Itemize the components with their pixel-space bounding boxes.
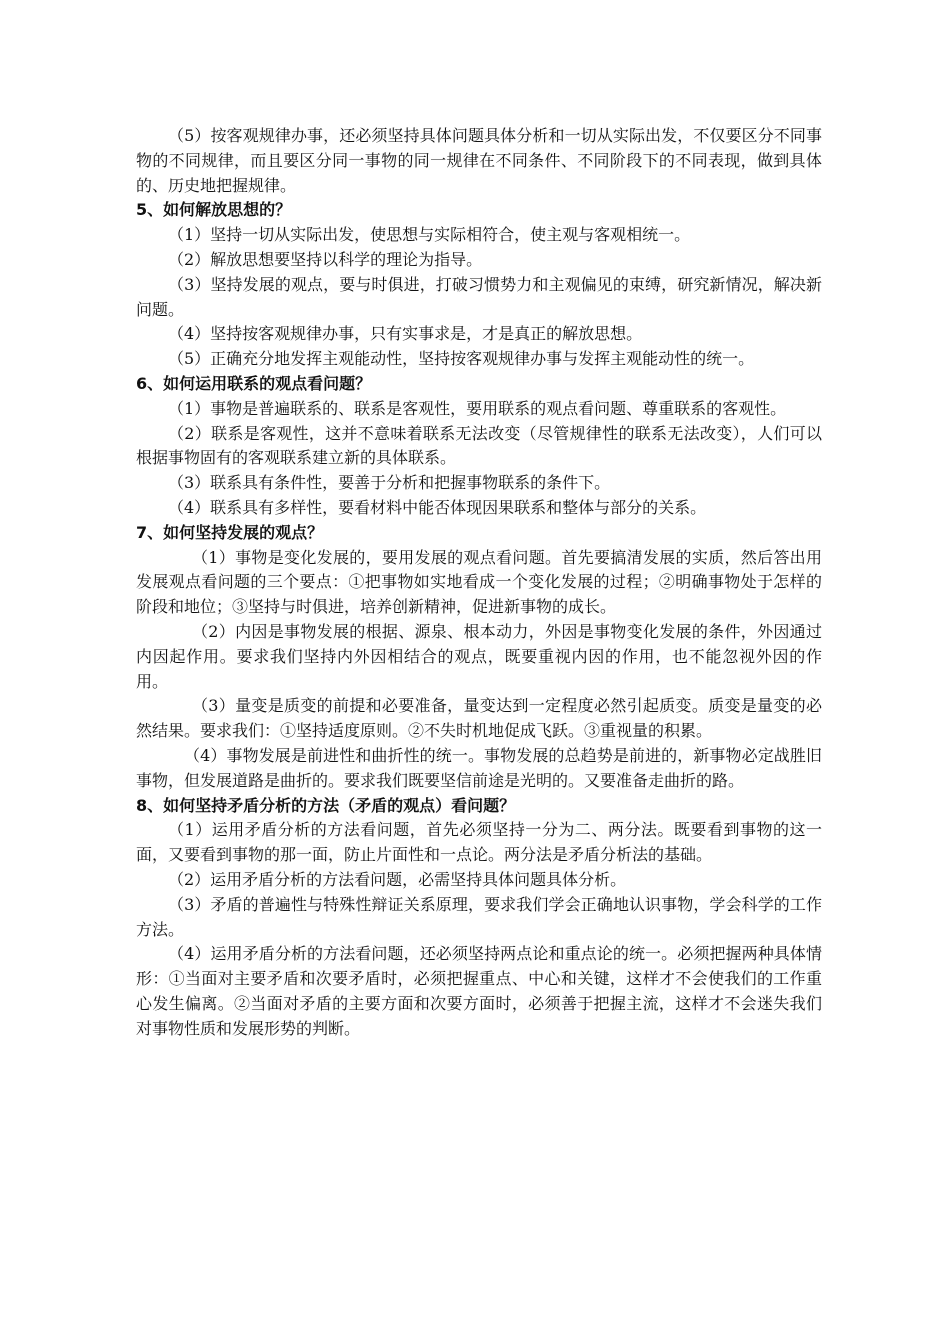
section-7-item-1: （1）事物是变化发展的，要用发展的观点看问题。首先要搞清发展的实质，然后答出用发展观点看问题的三个要点：①把事物如实地看成一个变化发展的过程；②明确事物处于怎样的阶段和地位；③坚持与时俱进，培养创新精神，促进新事物的成长。 bbox=[136, 547, 822, 617]
section-6-item-3: （3）联系具有条件性，要善于分析和把握事物联系的条件下。 bbox=[168, 473, 611, 493]
section-heading-5: 5、如何解放思想的？ bbox=[136, 200, 292, 220]
section-7-item-2: （2）内因是事物发展的根据、源泉、根本动力，外因是事物变化发展的条件，外因通过内因起作用。要求我们坚持内外因相结合的观点，既要重视内因的作用，也不能忽视外因的作用。 bbox=[136, 621, 822, 691]
section-5-item-5: （5）正确充分地发挥主观能动性，坚持按客观规律办事与发挥主观能动性的统一。 bbox=[168, 349, 755, 369]
section-6-item-4: （4）联系具有多样性，要看材料中能否体现因果联系和整体与部分的关系。 bbox=[168, 497, 707, 517]
section-8-item-1: （1）运用矛盾分析的方法看问题，首先必须坚持一分为二、两分法。既要看到事物的这一面，又要看到事物的那一面，防止片面性和一点论。两分法是矛盾分析法的基础。 bbox=[136, 820, 822, 865]
section-6-item-1: （1）事物是普遍联系的、联系是客观性，要用联系的观点看问题、尊重联系的客观性。 bbox=[168, 398, 787, 418]
section-5-item-4: （4）坚持按客观规律办事，只有实事求是，才是真正的解放思想。 bbox=[168, 324, 643, 344]
section-heading-6: 6、如何运用联系的观点看问题？ bbox=[136, 373, 372, 393]
section-6-item-2: （2）联系是客观性，这并不意味着联系无法改变（尽管规律性的联系无法改变），人们可以根据事物固有的客观联系建立新的具体联系。 bbox=[136, 423, 822, 468]
document-page bbox=[136, 124, 822, 1041]
paragraph-law-5: （5）按客观规律办事，还必须坚持具体问题具体分析和一切从实际出发，不仅要区分不同事物的不同规律，而且要区分同一事物的同一规律在不同条件、不同阶段下的不同表现，做到具体的、历史地把握规律。 bbox=[136, 126, 822, 195]
section-heading-8: 8、如何坚持矛盾分析的方法（矛盾的观点）看问题？ bbox=[136, 795, 516, 815]
section-5-item-3: （3）坚持发展的观点，要与时俱进，打破习惯势力和主观偏见的束缚，研究新情况，解决新问题。 bbox=[136, 274, 822, 319]
section-heading-7: 7、如何坚持发展的观点？ bbox=[136, 522, 324, 542]
section-7-item-3: （3）量变是质变的前提和必要准备，量变达到一定程度必然引起质变。质变是量变的必然结果。要求我们：①坚持适度原则。②不失时机地促成飞跃。③重视量的积累。 bbox=[136, 696, 822, 741]
section-7-item-4: （4）事物发展是前进性和曲折性的统一。事物发展的总趋势是前进的，新事物必定战胜旧事物，但发展道路是曲折的。要求我们既要坚信前途是光明的。又要准备走曲折的路。 bbox=[136, 745, 822, 790]
section-5-item-1: （1）坚持一切从实际出发，使思想与实际相符合，使主观与客观相统一。 bbox=[168, 225, 691, 245]
section-8-item-4: （4）运用矛盾分析的方法看问题，还必须坚持两点论和重点论的统一。必须把握两种具体情形：①当面对主要矛盾和次要矛盾时，必须把握重点、中心和关键，这样才不会使我们的工作重心发生偏离。②当面对矛盾的主要方面和次要方面时，必须善于把握主流，这样才不会迷失我们对事物性质和发展形势的判断。 bbox=[136, 944, 822, 1038]
section-5-item-2: （2）解放思想要坚持以科学的理论为指导。 bbox=[168, 249, 483, 269]
section-8-item-3: （3）矛盾的普遍性与特殊性辩证关系原理，要求我们学会正确地认识事物，学会科学的工作方法。 bbox=[136, 894, 822, 939]
section-8-item-2: （2）运用矛盾分析的方法看问题，必需坚持具体问题具体分析。 bbox=[168, 869, 627, 889]
